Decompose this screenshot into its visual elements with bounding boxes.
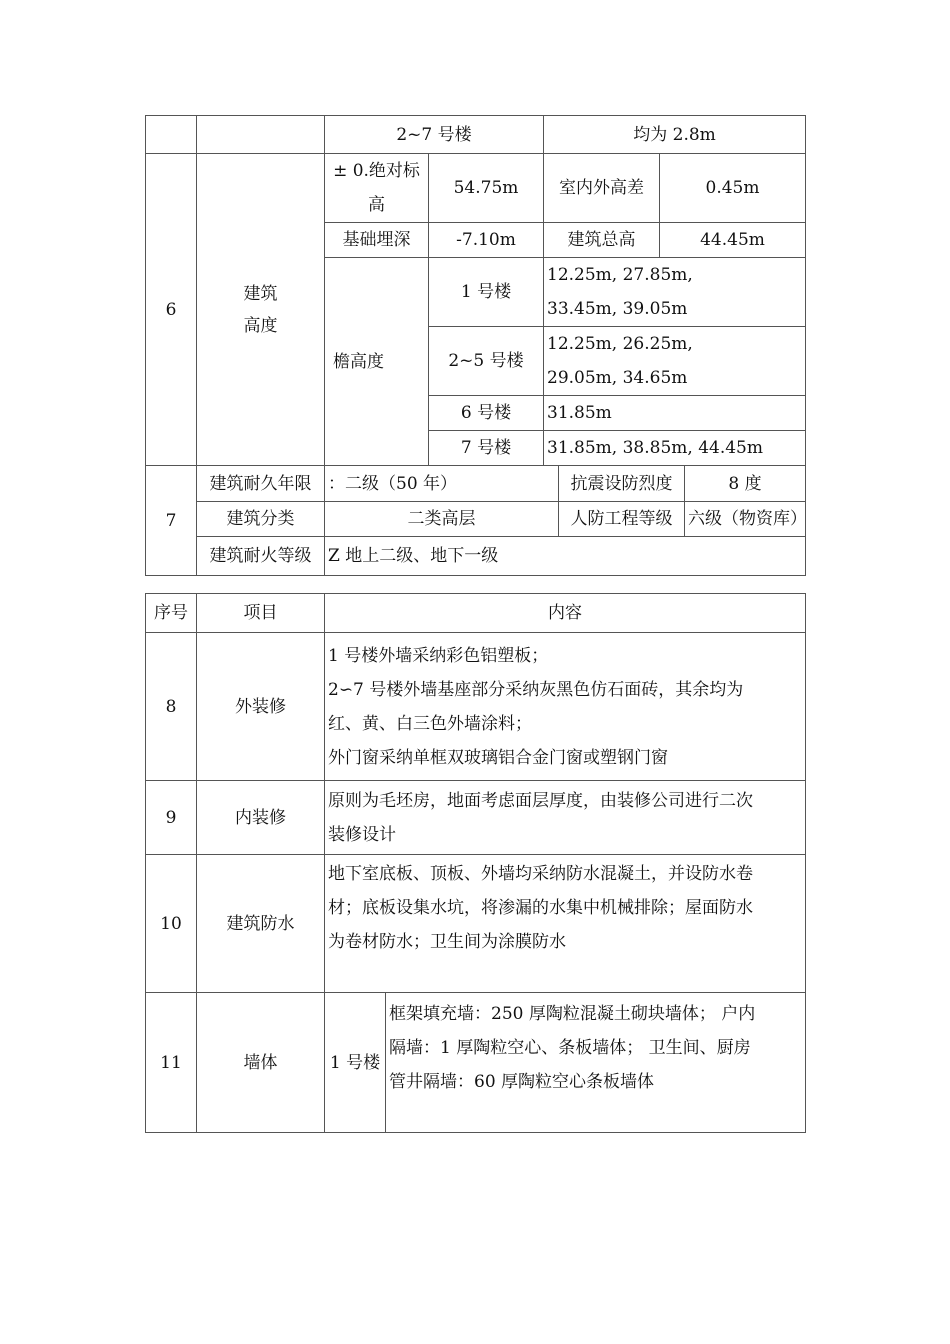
table-row: [146, 633, 806, 781]
eave-value-line: 29.05m, 34.65m: [547, 368, 688, 388]
table-row: [146, 537, 806, 576]
content-line: 装修设计: [328, 824, 396, 845]
durability-value: ：二级（50 年）: [325, 466, 559, 502]
item-label: [197, 154, 325, 466]
content-line: 管井隔墙：60 厚陶粒空心条板墙体: [389, 1072, 655, 1092]
content-line: 外门窗采纳单框双玻璃铝合金门窗或塑钢门窗: [328, 747, 668, 768]
content-line: 为卷材防水；卫生间为涂膜防水: [328, 932, 566, 952]
content-cell: [325, 855, 806, 993]
durability-label: 建筑耐久年限: [197, 466, 325, 502]
content-cell: [325, 781, 806, 855]
table-row: [146, 116, 806, 154]
seismic-label: 抗震设防烈度: [559, 466, 685, 502]
height-diff-value: 0.45m: [660, 154, 806, 223]
building-label: 1 号楼: [325, 993, 386, 1133]
content-cell: [325, 633, 806, 781]
item-label-line: 高度: [243, 315, 278, 336]
row-number: 8: [146, 633, 197, 781]
abs-label-line: 高: [368, 195, 385, 215]
item-label: 内装修: [197, 781, 325, 855]
eave-values: [544, 258, 806, 327]
table-row: [146, 993, 806, 1133]
fire-rating-label: 建筑耐火等级: [197, 537, 325, 576]
item-label: 建筑防水: [197, 855, 325, 993]
row-number: 7: [146, 466, 197, 576]
content-cell: [386, 993, 806, 1133]
building-label: 2~7 号楼: [325, 116, 544, 154]
eave-values: [544, 327, 806, 396]
item-label: 外装修: [197, 633, 325, 781]
row-number: 10: [146, 855, 197, 993]
civil-defense-value: 六级（物资库）: [685, 502, 806, 537]
table-row: [146, 855, 806, 993]
class-value: 二类高层: [325, 502, 559, 537]
civil-defense-label: 人防工程等级: [559, 502, 685, 537]
content-line: 隔墙：1 厚陶粒空心、条板墙体； 卫生间、厨房: [389, 1038, 751, 1058]
item-label: 墙体: [197, 993, 325, 1133]
empty-cell: [146, 116, 197, 154]
total-height-value: 44.45m: [660, 223, 806, 258]
seismic-value: 8 度: [685, 466, 806, 502]
empty-cell: [197, 116, 325, 154]
floor-height-value: 均为 2.8m: [544, 116, 806, 154]
table-row: [146, 502, 806, 537]
table-row: [146, 594, 806, 633]
row-number: 11: [146, 993, 197, 1133]
eave-value-line: 33.45m, 39.05m: [547, 299, 688, 319]
eave-values: 31.85m: [544, 396, 806, 431]
content-line: 红、黄、白三色外墙涂料；: [328, 713, 532, 734]
foundation-depth-value: -7.10m: [429, 223, 544, 258]
eave-height-label: 檐高度: [325, 258, 429, 466]
header-item: 项目: [197, 594, 325, 633]
table-row: [146, 466, 806, 502]
building-spec-table-part2: [145, 593, 806, 1133]
row-number: 6: [146, 154, 197, 466]
eave-values: 31.85m, 38.85m, 44.45m: [544, 431, 806, 466]
height-diff-label: 室内外高差: [544, 154, 660, 223]
header-content: 内容: [325, 594, 806, 633]
content-line: 原则为毛坯房，地面考虑面层厚度，由装修公司进行二次: [328, 790, 753, 811]
abs-elevation-label: [325, 154, 429, 223]
content-line: 框架填充墙：250 厚陶粒混凝土砌块墙体； 户内: [389, 1004, 756, 1024]
abs-elevation-value: 54.75m: [429, 154, 544, 223]
eave-building: 7 号楼: [429, 431, 544, 466]
item-label-line: 建筑: [243, 283, 278, 304]
eave-value-line: 12.25m, 27.85m,: [547, 265, 693, 285]
total-height-label: 建筑总高: [544, 223, 660, 258]
eave-value-line: 12.25m, 26.25m,: [547, 334, 693, 354]
content-line: 1 号楼外墙采纳彩色铝塑板；: [328, 645, 549, 666]
content-line: 2∽7 号楼外墙基座部分采纳灰黑色仿石面砖，其余均为: [328, 679, 744, 700]
row-number: 9: [146, 781, 197, 855]
eave-building: 6 号楼: [429, 396, 544, 431]
foundation-depth-label: 基础埋深: [325, 223, 429, 258]
header-no: 序号: [146, 594, 197, 633]
content-line: 材；底板设集水坑，将渗漏的水集中机械排除；屋面防水: [328, 898, 753, 918]
table-row: [146, 781, 806, 855]
class-label: 建筑分类: [197, 502, 325, 537]
building-spec-table-part1: [145, 115, 806, 576]
table-row: [146, 154, 806, 223]
abs-label-line: ± 0.绝对标: [333, 161, 420, 181]
content-line: 地下室底板、顶板、外墙均采纳防水混凝土，并设防水卷: [328, 864, 753, 884]
eave-building: 1 号楼: [429, 258, 544, 327]
fire-rating-value: Z 地上二级、地下一级: [325, 537, 806, 576]
eave-building: 2~5 号楼: [429, 327, 544, 396]
